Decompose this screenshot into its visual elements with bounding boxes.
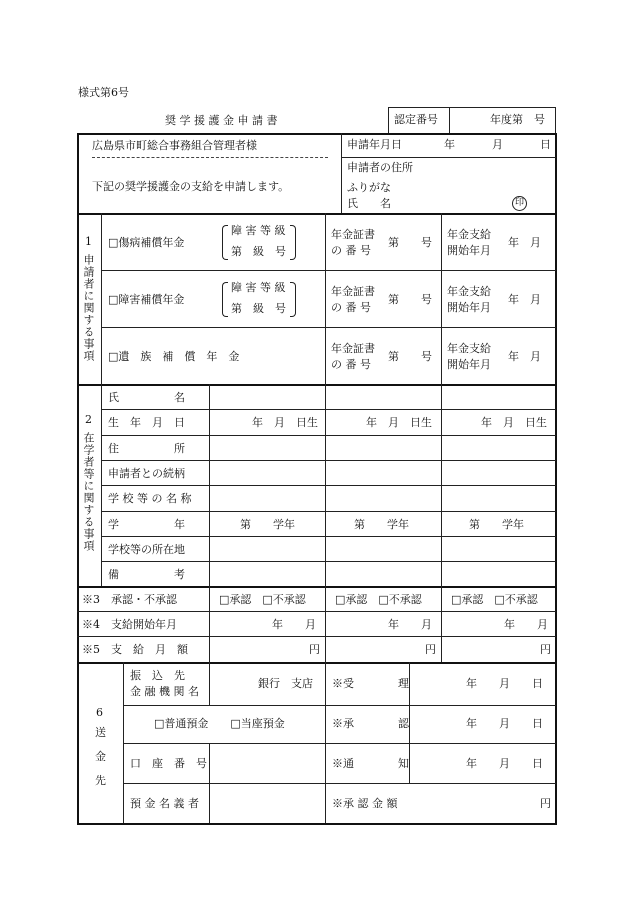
- monthly-amount-label: ※5 支 給 月 額: [82, 643, 188, 656]
- account-type-choice[interactable]: □普通預金 □当座預金: [154, 717, 285, 730]
- notified-label: ※通 知: [332, 757, 409, 770]
- cert-year-number[interactable]: 年度第 号: [490, 113, 545, 126]
- start-label-1a: 年金支給: [447, 228, 491, 241]
- section6-number: 6: [96, 706, 103, 719]
- bank-label-a: 振 込 先: [130, 669, 185, 682]
- section1-label: 申請者に関する事項: [82, 254, 95, 362]
- payment-start-label: ※4 支給開始年月: [82, 618, 177, 631]
- cert-no-label-3b: の 番 号: [331, 358, 371, 371]
- request-statement: 下記の奨学援護金の支給を申請します。: [92, 180, 290, 193]
- section6-char-1: 送: [95, 726, 106, 739]
- monthly-amount-1[interactable]: 円: [309, 643, 320, 656]
- grade-value-1[interactable]: 第 級 号: [231, 245, 286, 258]
- approved-date[interactable]: 年 月 日: [466, 717, 543, 730]
- grade-value-2[interactable]: 第 級 号: [231, 302, 286, 315]
- monthly-amount-3[interactable]: 円: [540, 643, 551, 656]
- start-value-1[interactable]: 年 月: [508, 236, 541, 249]
- addressee: 広島県市町総合事務組合管理者様: [92, 139, 257, 152]
- start-label-2a: 年金支給: [447, 285, 491, 298]
- grade-label-1: 障 害 等 級: [231, 224, 286, 237]
- apply-date-label: 申請年月日: [347, 138, 402, 151]
- start-value-2[interactable]: 年 月: [508, 293, 541, 306]
- form-title: 奨 学 援 護 金 申 請 書: [165, 114, 278, 127]
- start-label-1b: 開始年月: [447, 244, 491, 257]
- cert-no-label-2b: の 番 号: [331, 301, 371, 314]
- section2-label: 在学者等に関する事項: [82, 432, 95, 552]
- grade-value-b[interactable]: 第 学年: [354, 518, 409, 531]
- form-number: 様式第6号: [78, 86, 129, 99]
- school-location-label: 学校等の所在地: [108, 543, 185, 556]
- account-number-label: 口 座 番 号: [130, 757, 207, 770]
- applicant-address-label: 申請者の住所: [347, 161, 413, 174]
- start-value-3[interactable]: 年 月: [508, 350, 541, 363]
- student-relation-label: 申請者との続柄: [108, 467, 185, 480]
- pension-type-3[interactable]: □遺 族 補 償 年 金: [108, 350, 240, 363]
- cert-no-label-1a: 年金証書: [331, 228, 375, 241]
- approval-label: ※3 承認・不承認: [82, 593, 177, 606]
- apply-day[interactable]: 日: [540, 138, 551, 151]
- approved-amount-unit[interactable]: 円: [540, 797, 551, 810]
- approved-amount-label: ※承 認 金 額: [332, 797, 398, 810]
- approval-choice-2[interactable]: □承認 □不承認: [335, 593, 422, 606]
- seal-mark-icon: 印: [512, 196, 527, 211]
- bank-branch-value[interactable]: 銀行 支店: [258, 677, 313, 690]
- approval-choice-3[interactable]: □承認 □不承認: [451, 593, 538, 606]
- student-address-label: 住 所: [108, 442, 185, 455]
- account-holder-label: 預 金 名 義 者: [130, 797, 199, 810]
- school-grade-label: 学 年: [108, 518, 185, 531]
- section1-number: 1: [85, 235, 92, 248]
- payment-start-2[interactable]: 年 月: [388, 618, 432, 631]
- applicant-name-label: 氏 名: [347, 197, 391, 210]
- start-label-3a: 年金支給: [447, 342, 491, 355]
- payment-start-3[interactable]: 年 月: [504, 618, 548, 631]
- notified-date[interactable]: 年 月 日: [466, 757, 543, 770]
- apply-month[interactable]: 月: [492, 138, 503, 151]
- cert-no-value-3[interactable]: 第 号: [388, 350, 432, 363]
- school-name-label: 学 校 等 の 名 称: [108, 492, 192, 505]
- received-date[interactable]: 年 月 日: [466, 677, 543, 690]
- section6-char-2: 金: [95, 750, 106, 763]
- monthly-amount-2[interactable]: 円: [425, 643, 436, 656]
- birth-value-2[interactable]: 年 月 日生: [366, 416, 432, 429]
- approved-label: ※承 認: [332, 717, 409, 730]
- section2-number: 2: [85, 413, 92, 426]
- grade-value-a[interactable]: 第 学年: [240, 518, 295, 531]
- student-birth-label: 生 年 月 日: [108, 416, 185, 429]
- cert-no-label-2a: 年金証書: [331, 285, 375, 298]
- section6-char-3: 先: [95, 774, 106, 787]
- birth-value-3[interactable]: 年 月 日生: [481, 416, 547, 429]
- start-label-3b: 開始年月: [447, 358, 491, 371]
- cert-no-value-1[interactable]: 第 号: [388, 236, 432, 249]
- remarks-label: 備 考: [108, 568, 185, 581]
- apply-year[interactable]: 年: [444, 138, 455, 151]
- pension-type-2[interactable]: □障害補償年金: [108, 293, 185, 306]
- grade-value-c[interactable]: 第 学年: [469, 518, 524, 531]
- pension-type-1[interactable]: □傷病補償年金: [108, 236, 185, 249]
- start-label-2b: 開始年月: [447, 301, 491, 314]
- grade-label-2: 障 害 等 級: [231, 281, 286, 294]
- furigana-label: ふりがな: [347, 181, 391, 194]
- cert-number-label: 認定番号: [394, 113, 438, 126]
- cert-no-value-2[interactable]: 第 号: [388, 293, 432, 306]
- birth-value-1[interactable]: 年 月 日生: [252, 416, 318, 429]
- received-label: ※受 理: [332, 677, 409, 690]
- bank-label-b: 金 融 機 関 名: [130, 685, 199, 698]
- approval-choice-1[interactable]: □承認 □不承認: [219, 593, 306, 606]
- cert-no-label-3a: 年金証書: [331, 342, 375, 355]
- payment-start-1[interactable]: 年 月: [272, 618, 316, 631]
- cert-no-label-1b: の 番 号: [331, 244, 371, 257]
- student-name-label: 氏 名: [108, 391, 185, 404]
